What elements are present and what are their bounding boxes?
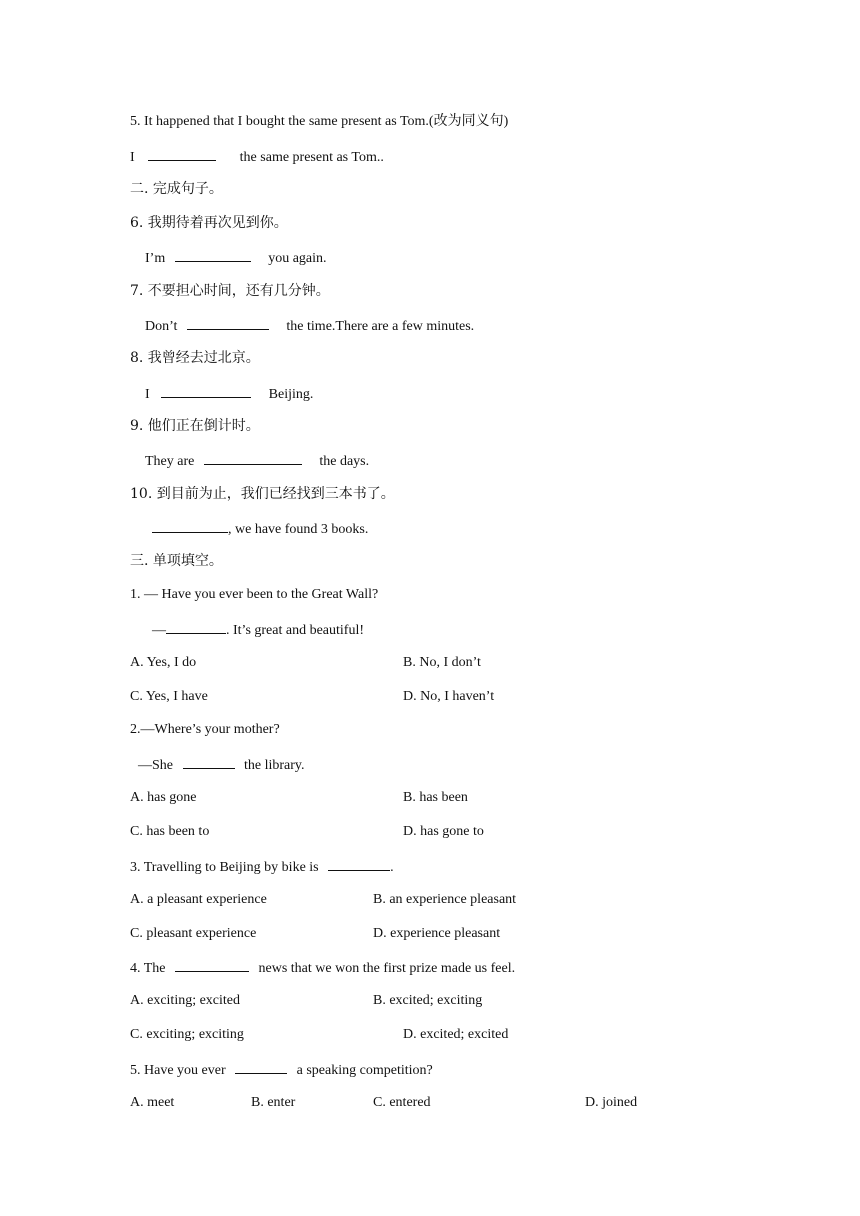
answer-suffix: a speaking competition? xyxy=(296,1063,433,1078)
s3-q2-option-b[interactable]: B. has been xyxy=(403,790,468,805)
s3-q5-option-c[interactable]: C. entered xyxy=(373,1095,431,1110)
answer-prefix: 3. Travelling to Beijing by bike is xyxy=(130,860,319,875)
answer-prefix: 4. The xyxy=(130,961,166,976)
s3-q5-stem xyxy=(130,1060,433,1080)
answer-suffix: . It’s great and beautiful! xyxy=(226,623,365,638)
s2-item-8-chinese: 8. 我曾经去过北京。 xyxy=(130,350,260,366)
rewrite-q5-stem: 5. It happened that I bought the same present as Tom.(改为同义句) xyxy=(130,114,509,129)
s2-item-7-chinese: 7. 不要担心时间，还有几分钟。 xyxy=(130,283,330,299)
answer-prefix: I xyxy=(145,387,150,402)
answer-suffix: the same present as Tom.. xyxy=(239,150,384,165)
section-3-heading: 三. 单项填空。 xyxy=(130,553,223,569)
s2-item-10-chinese: 10. 到目前为止，我们已经找到三本书了。 xyxy=(130,486,395,502)
answer-blank[interactable] xyxy=(187,316,269,330)
s2-item-6-answer-line xyxy=(145,248,327,268)
s3-q4-option-c[interactable]: C. exciting; exciting xyxy=(130,1027,244,1042)
s3-q4-option-b[interactable]: B. excited; exciting xyxy=(373,993,483,1008)
s2-item-8-answer-line xyxy=(145,384,313,404)
answer-suffix: the library. xyxy=(244,758,305,773)
s3-q2-option-a[interactable]: A. has gone xyxy=(130,790,197,805)
s3-q1-reply-line xyxy=(152,620,364,640)
s3-q3-stem xyxy=(130,857,394,877)
s3-q2-stem: 2.—Where’s your mother? xyxy=(130,722,280,737)
s2-item-6-chinese: 6. 我期待着再次见到你。 xyxy=(130,215,288,231)
s3-q3-option-c[interactable]: C. pleasant experience xyxy=(130,926,257,941)
answer-suffix: . xyxy=(390,860,394,875)
answer-suffix: the time.There are a few minutes. xyxy=(286,319,475,334)
s3-q4-option-a[interactable]: A. exciting; excited xyxy=(130,993,241,1008)
s3-q1-option-a[interactable]: A. Yes, I do xyxy=(130,655,197,670)
s2-item-7-answer-line xyxy=(145,316,474,336)
answer-blank[interactable] xyxy=(183,755,235,769)
answer-blank[interactable] xyxy=(152,519,228,533)
answer-suffix: Beijing. xyxy=(268,387,314,402)
answer-suffix: news that we won the first prize made us feel. xyxy=(258,961,516,976)
s2-item-10-answer-line xyxy=(152,519,368,539)
s3-q5-option-d[interactable]: D. joined xyxy=(585,1095,638,1110)
answer-prefix: 5. Have you ever xyxy=(130,1063,226,1078)
s3-q1-stem: 1. — Have you ever been to the Great Wall? xyxy=(130,587,379,602)
s3-q3-option-d[interactable]: D. experience pleasant xyxy=(373,926,501,941)
s3-q2-option-c[interactable]: C. has been to xyxy=(130,824,210,839)
answer-prefix: Don’t xyxy=(145,319,178,334)
s3-q3-option-b[interactable]: B. an experience pleasant xyxy=(373,892,517,907)
answer-blank[interactable] xyxy=(166,620,226,634)
answer-blank[interactable] xyxy=(175,248,251,262)
section-2-heading: 二. 完成句子。 xyxy=(130,181,223,197)
answer-prefix: I’m xyxy=(145,251,166,266)
rewrite-q5-answer-line xyxy=(130,147,384,167)
answer-blank[interactable] xyxy=(148,147,216,161)
s2-item-9-answer-line xyxy=(145,451,369,471)
s3-q5-option-a[interactable]: A. meet xyxy=(130,1095,175,1110)
s3-q1-option-b[interactable]: B. No, I don’t xyxy=(403,655,481,670)
answer-suffix: the days. xyxy=(319,454,370,469)
answer-prefix: —She xyxy=(138,758,173,773)
s3-q4-option-d[interactable]: D. excited; excited xyxy=(403,1027,509,1042)
s3-q4-stem xyxy=(130,958,515,978)
answer-blank[interactable] xyxy=(204,451,302,465)
answer-suffix: , we have found 3 books. xyxy=(228,522,369,537)
answer-suffix: you again. xyxy=(268,251,327,266)
answer-prefix: — xyxy=(152,623,166,638)
answer-blank[interactable] xyxy=(235,1060,287,1074)
s3-q1-option-d[interactable]: D. No, I haven’t xyxy=(403,689,495,704)
s3-q5-option-b[interactable]: B. enter xyxy=(251,1095,296,1110)
answer-blank[interactable] xyxy=(328,857,390,871)
s3-q2-option-d[interactable]: D. has gone to xyxy=(403,824,484,839)
answer-prefix: I xyxy=(130,150,135,165)
answer-blank[interactable] xyxy=(161,384,251,398)
answer-prefix: They are xyxy=(145,454,195,469)
answer-blank[interactable] xyxy=(175,958,249,972)
s2-item-9-chinese: 9. 他们正在倒计时。 xyxy=(130,418,260,434)
s3-q3-option-a[interactable]: A. a pleasant experience xyxy=(130,892,267,907)
s3-q2-reply-line xyxy=(138,755,305,775)
s3-q1-option-c[interactable]: C. Yes, I have xyxy=(130,689,208,704)
